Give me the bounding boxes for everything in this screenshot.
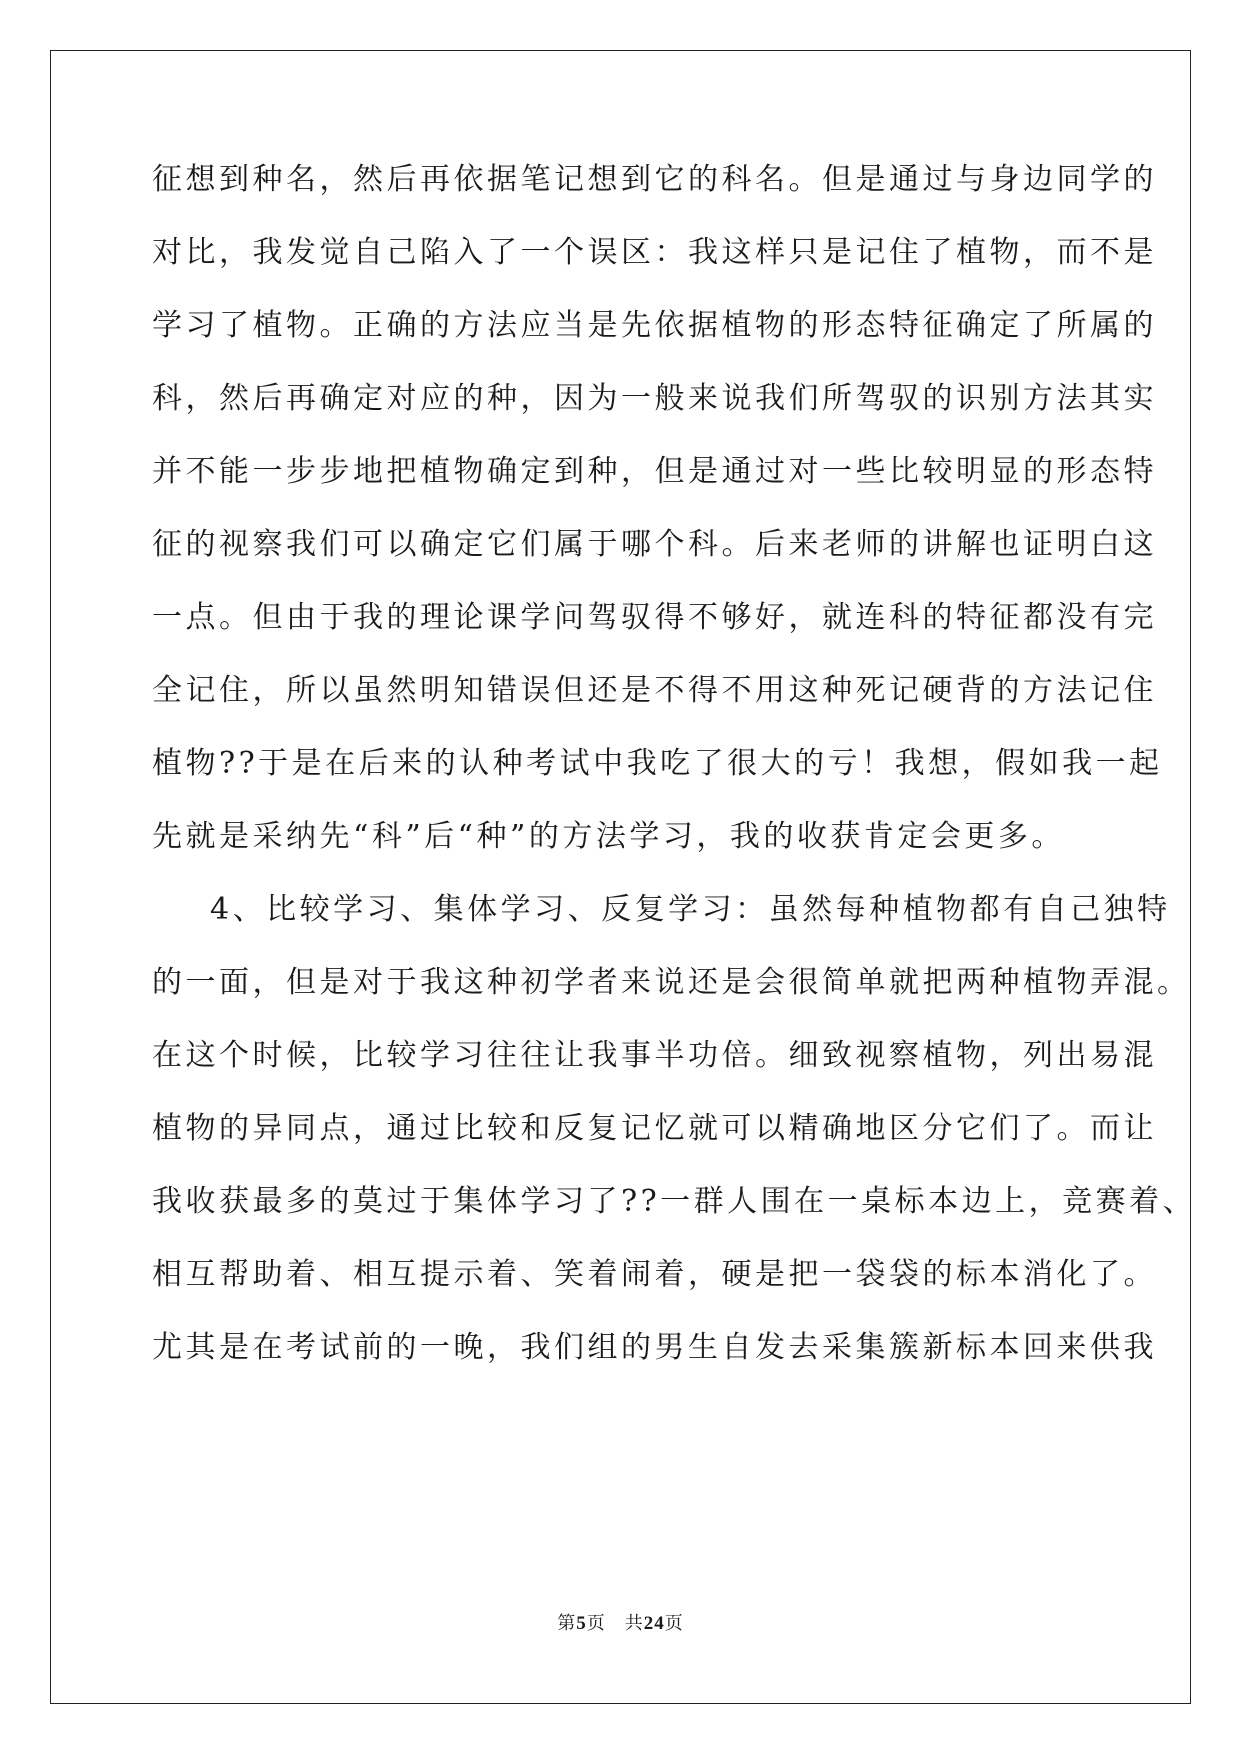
text-line: 植物??于是在后来的认种考试中我吃了很大的亏！我想，假如我一起 bbox=[152, 746, 1163, 781]
text-line: 学习了植物。正确的方法应当是先依据植物的形态特征确定了所属的 bbox=[152, 308, 1157, 343]
footer-suffix: 页 bbox=[664, 1613, 684, 1634]
footer-prefix: 第 bbox=[557, 1613, 577, 1634]
text-line: 先就是采纳先“科”后“种”的方法学习，我的收获肯定会更多。 bbox=[152, 819, 1065, 854]
text-line: 的一面，但是对于我这种初学者来说还是会很简单就把两种植物弄混。 bbox=[152, 965, 1191, 1000]
text-line: 全记住，所以虽然明知错误但还是不得不用这种死记硬背的方法记住 bbox=[152, 673, 1157, 708]
text-line: 尤其是在考试前的一晚，我们组的男生自发去采集簇新标本回来供我 bbox=[152, 1330, 1157, 1365]
paragraph-first-line: 4、比较学习、集体学习、反复学习：虽然每种植物都有自己独特 bbox=[210, 892, 1171, 927]
footer-middle: 页 共 bbox=[586, 1613, 644, 1634]
text-line: 征想到种名，然后再依据笔记想到它的科名。但是通过与身边同学的 bbox=[152, 162, 1157, 197]
text-line: 植物的异同点，通过比较和反复记忆就可以精确地区分它们了。而让 bbox=[152, 1111, 1157, 1146]
text-line: 征的视察我们可以确定它们属于哪个科。后来老师的讲解也证明白这 bbox=[152, 527, 1157, 562]
page-footer bbox=[0, 1612, 1241, 1636]
current-page-number: 5 bbox=[576, 1613, 587, 1634]
total-page-count: 24 bbox=[643, 1613, 665, 1634]
text-line: 科，然后再确定对应的种，因为一般来说我们所驾驭的识别方法其实 bbox=[152, 381, 1157, 416]
text-line: 对比，我发觉自己陷入了一个误区：我这样只是记住了植物，而不是 bbox=[152, 235, 1157, 270]
text-line: 在这个时候，比较学习往往让我事半功倍。细致视察植物，列出易混 bbox=[152, 1038, 1157, 1073]
text-line: 相互帮助着、相互提示着、笑着闹着，硬是把一袋袋的标本消化了。 bbox=[152, 1257, 1157, 1292]
text-line: 一点。但由于我的理论课学问驾驭得不够好，就连科的特征都没有完 bbox=[152, 600, 1157, 635]
page-border bbox=[50, 50, 1197, 1704]
text-line: 我收获最多的莫过于集体学习了??一群人围在一桌标本边上，竞赛着、 bbox=[152, 1184, 1197, 1219]
text-line: 并不能一步步地把植物确定到种，但是通过对一些比较明显的形态特 bbox=[152, 454, 1157, 489]
